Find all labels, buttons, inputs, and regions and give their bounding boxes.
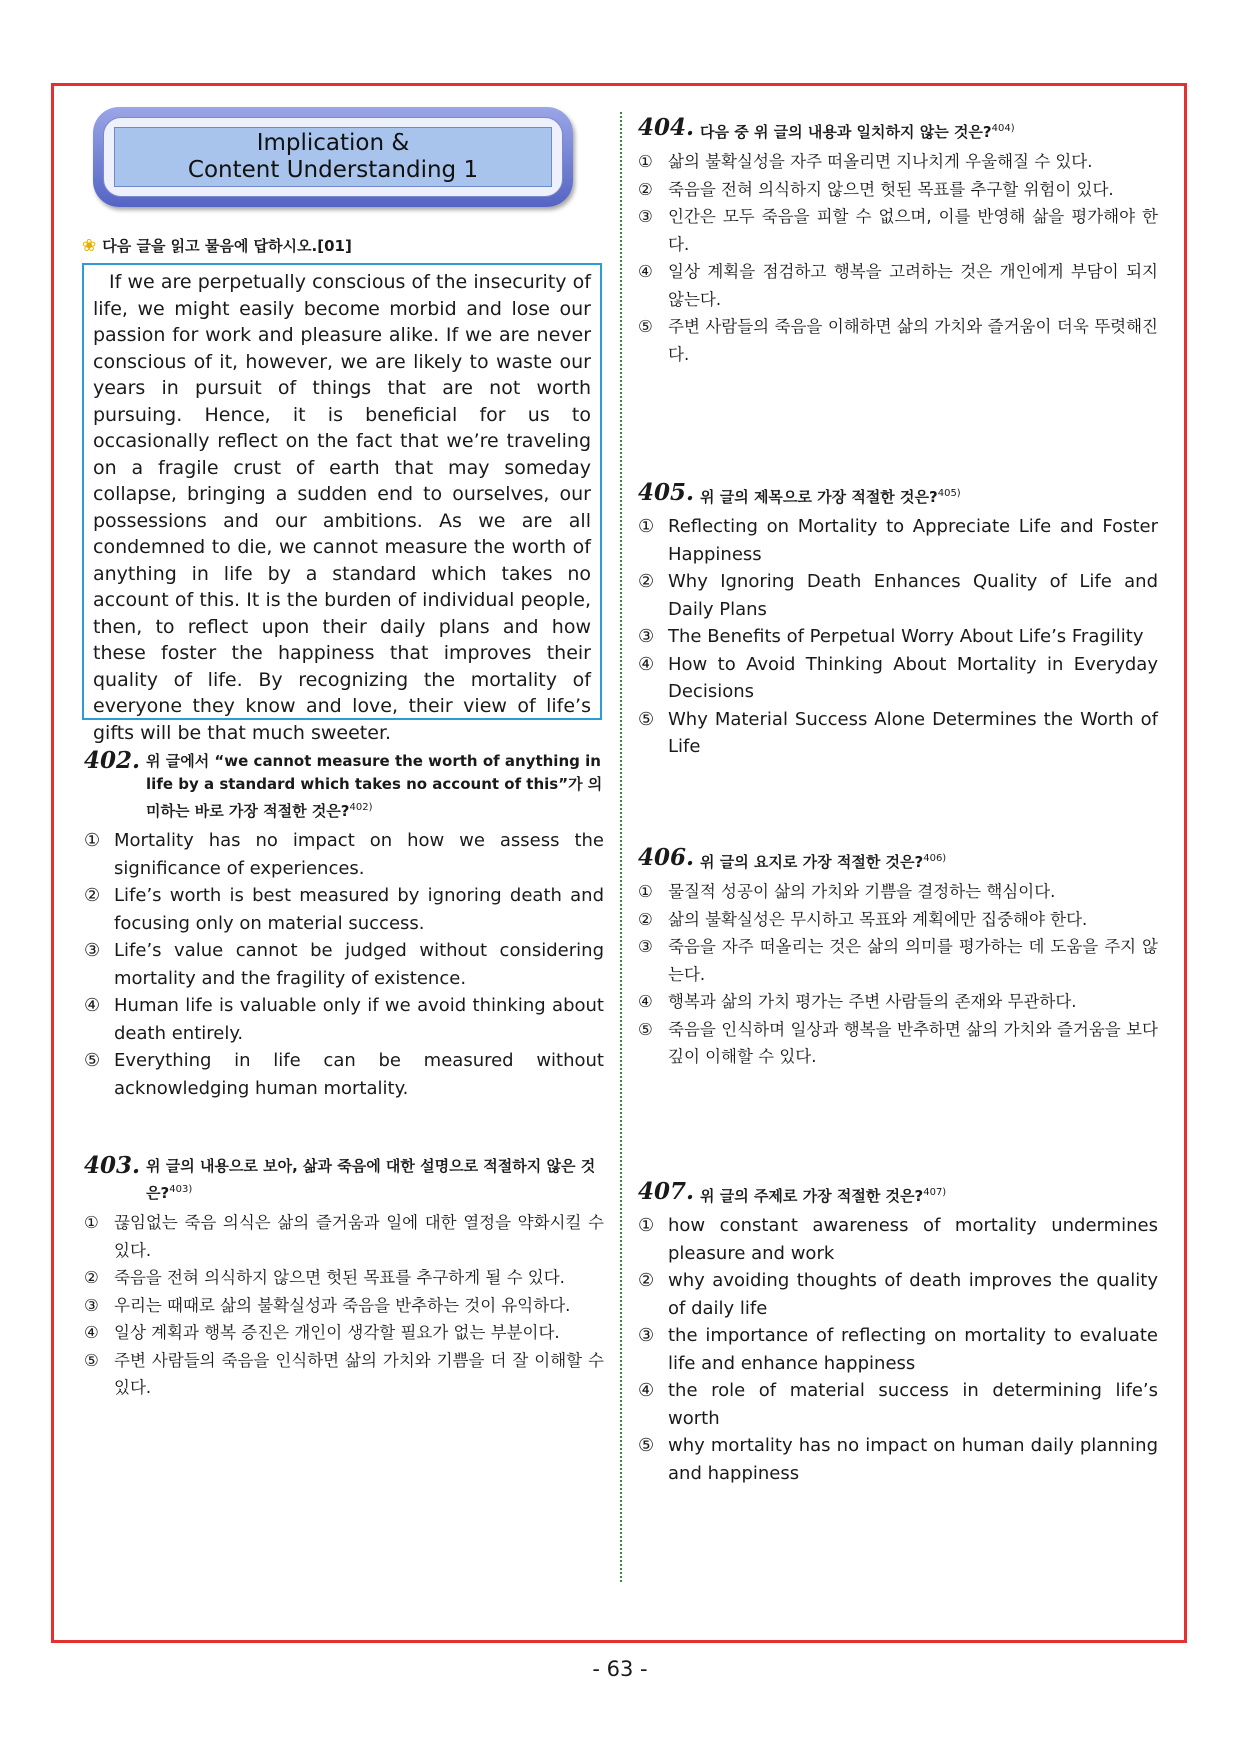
question-text: 위 글의 제목으로 가장 적절한 것은? [700, 488, 938, 506]
option-mark: ② [638, 1270, 655, 1291]
question-header [638, 844, 1158, 874]
option[interactable] [638, 1016, 1158, 1071]
question-ref: 405) [937, 488, 961, 499]
section-title-line2: Content Understanding 1 [187, 157, 479, 183]
section-title [114, 127, 552, 187]
option[interactable] [638, 906, 1158, 934]
option-mark: ① [638, 882, 653, 901]
option-mark: ② [84, 885, 101, 906]
option-text: 행복과 삶의 가치 평가는 주변 사람들의 존재와 무관하다. [668, 992, 1077, 1011]
question-prompt [146, 750, 604, 823]
option-mark: ⑤ [638, 1019, 653, 1039]
column-divider [620, 112, 622, 1582]
section-title-line1: Implication & [256, 130, 410, 156]
option-mark: ③ [638, 937, 653, 956]
question-ref: 407) [923, 1187, 947, 1198]
question-prompt [700, 117, 1015, 144]
option-text: how constant awareness of mortality undermines pleasure and work [668, 1215, 1158, 1264]
option-mark: ③ [638, 207, 653, 226]
option-text: Why Ignoring Death Enhances Quality of Life and Daily Plans [668, 571, 1158, 620]
option[interactable] [638, 1212, 1158, 1267]
option-mark: ③ [84, 940, 101, 961]
option-text: 주변 사람들의 죽음을 인식하면 삶의 가치와 기쁨을 더 잘 이해할 수 있다. [114, 1350, 604, 1397]
section-title-banner [93, 107, 573, 207]
option[interactable] [638, 313, 1158, 368]
option-text: why mortality has no impact on human daily planning and happiness [668, 1435, 1158, 1484]
question-text: 위 글에서 “we cannot measure the worth of anything in life by a standard which takes no account of this”가 의미하는 바로 가장 적절한 것은? [146, 752, 603, 820]
option-mark: ⑤ [84, 1050, 101, 1071]
question-402 [84, 747, 604, 1102]
option-mark: ⑤ [84, 1350, 99, 1370]
options-list [638, 1212, 1158, 1487]
question-number: 405. [638, 479, 695, 506]
option-mark: ② [638, 909, 653, 929]
option-text: How to Avoid Thinking About Mortality in Everyday Decisions [668, 653, 1158, 702]
option-text: Mortality has no impact on how we assess the significance of experiences. [114, 830, 604, 879]
option-mark: ④ [638, 992, 653, 1011]
question-prompt [700, 482, 961, 509]
option[interactable] [638, 148, 1158, 176]
question-header [638, 1178, 1158, 1208]
option-text: why avoiding thoughts of death improves the quality of daily life [668, 1270, 1158, 1319]
option-mark: ① [84, 830, 101, 851]
option-mark: ④ [638, 1380, 655, 1401]
option-mark: ① [638, 516, 655, 537]
option-mark: ① [84, 1213, 99, 1232]
question-ref: 406) [923, 853, 947, 864]
option[interactable] [638, 1432, 1158, 1487]
question-ref: 402) [349, 802, 373, 813]
option[interactable] [84, 1209, 604, 1264]
page-number: - 63 - [592, 1657, 648, 1681]
instruction [82, 235, 352, 256]
option[interactable] [84, 1319, 604, 1347]
option[interactable] [638, 1267, 1158, 1322]
option-mark: ③ [638, 626, 655, 647]
option-text: 끊임없는 죽음 의식은 삶의 즐거움과 일에 대한 열정을 약화시킬 수 있다. [114, 1213, 604, 1260]
option-text: the role of material success in determining life’s worth [668, 1380, 1158, 1429]
flower-icon: ❀ [82, 235, 97, 256]
question-404 [638, 114, 1158, 368]
option[interactable] [638, 933, 1158, 988]
option-mark: ① [638, 1215, 655, 1236]
option-text: Life’s worth is best measured by ignoring death and focusing only on material success. [114, 885, 604, 934]
option-mark: ③ [84, 1295, 99, 1315]
option-text: the importance of reflecting on mortality to evaluate life and enhance happiness [668, 1325, 1158, 1374]
options-list [638, 148, 1158, 368]
question-number: 404. [638, 114, 695, 141]
question-header [84, 747, 604, 823]
question-prompt [700, 847, 946, 874]
option[interactable] [638, 988, 1158, 1016]
section-title-inner [103, 117, 563, 197]
option[interactable] [84, 1347, 604, 1402]
question-text: 위 글의 주제로 가장 적절한 것은? [700, 1187, 924, 1205]
option-text: 우리는 때때로 삶의 불확실성과 죽음을 반추하는 것이 유익하다. [114, 1295, 571, 1315]
option[interactable] [638, 568, 1158, 623]
option[interactable] [638, 623, 1158, 651]
options-list [84, 1209, 604, 1402]
question-403 [84, 1152, 604, 1402]
question-ref: 404) [991, 123, 1015, 134]
question-number: 402. [84, 747, 141, 774]
options-list [638, 513, 1158, 761]
option-mark: ④ [84, 995, 101, 1016]
option[interactable] [638, 176, 1158, 204]
option-mark: ④ [638, 262, 653, 281]
question-header [84, 1152, 604, 1205]
option-text: 인간은 모두 죽음을 피할 수 없으며, 이를 반영해 삶을 평가해야 한다. [668, 207, 1158, 254]
option-text: 삶의 불확실성은 무시하고 목표와 계획에만 집중해야 한다. [668, 909, 1088, 929]
option-text: 물질적 성공이 삶의 가치와 기쁨을 결정하는 핵심이다. [668, 882, 1056, 901]
question-ref: 403) [169, 1184, 193, 1195]
option[interactable] [638, 651, 1158, 706]
option[interactable] [638, 513, 1158, 568]
option-text: Human life is valuable only if we avoid thinking about death entirely. [114, 995, 604, 1044]
option-text: 죽음을 인식하며 일상과 행복을 반추하면 삶의 가치와 즐거움을 보다 깊이 이해할 수 있다. [668, 1019, 1158, 1066]
question-prompt [700, 1181, 946, 1208]
option[interactable] [638, 706, 1158, 761]
question-405 [638, 479, 1158, 761]
option-mark: ① [638, 152, 653, 171]
option[interactable] [84, 1292, 604, 1320]
option-text: 삶의 불확실성을 자주 떠올리면 지나치게 우울해질 수 있다. [668, 152, 1093, 171]
question-prompt [146, 1155, 604, 1205]
option[interactable] [638, 1322, 1158, 1377]
option[interactable] [84, 992, 604, 1047]
instruction-text: 다음 글을 읽고 물음에 답하시오.[01] [102, 237, 352, 255]
question-number: 407. [638, 1178, 695, 1205]
option[interactable] [84, 1264, 604, 1292]
option[interactable] [638, 258, 1158, 313]
option-text: 죽음을 자주 떠올리는 것은 삶의 의미를 평가하는 데 도움을 주지 않는다. [668, 937, 1158, 984]
option-mark: ④ [638, 653, 655, 675]
option-text: 죽음을 전혀 의식하지 않으면 헛된 목표를 추구할 위험이 있다. [668, 179, 1114, 199]
option[interactable] [84, 882, 604, 937]
option[interactable] [84, 1047, 604, 1102]
option-text: 일상 계획을 점검하고 행복을 고려하는 것은 개인에게 부담이 되지 않는다. [668, 262, 1158, 309]
option-mark: ③ [638, 1325, 655, 1346]
option-mark: ④ [84, 1323, 99, 1342]
option-mark: ② [638, 179, 653, 199]
question-header [638, 479, 1158, 509]
option[interactable] [638, 1377, 1158, 1432]
option-text: 주변 사람들의 죽음을 이해하면 삶의 가치와 즐거움이 더욱 뚜렷해진다. [668, 317, 1158, 364]
question-number: 406. [638, 844, 695, 871]
option-text: Life’s value cannot be judged without considering mortality and the fragility of existence. [114, 940, 604, 989]
option-text: The Benefits of Perpetual Worry About Life’s Fragility [668, 626, 1144, 647]
options-list [84, 827, 604, 1102]
option-mark: ⑤ [638, 708, 655, 730]
option-mark: ② [84, 1268, 99, 1287]
option[interactable] [84, 827, 604, 882]
option[interactable] [638, 203, 1158, 258]
option-mark: ⑤ [638, 1435, 655, 1456]
question-407 [638, 1178, 1158, 1487]
option-mark: ⑤ [638, 317, 653, 336]
option[interactable] [638, 878, 1158, 906]
question-text: 다음 중 위 글의 내용과 일치하지 않는 것은? [700, 123, 992, 141]
question-text: 위 글의 내용으로 보아, 삶과 죽음에 대한 설명으로 적절하지 않은 것은? [146, 1157, 596, 1202]
question-number: 403. [84, 1152, 141, 1179]
option-text: Everything in life can be measured without acknowledging human mortality. [114, 1050, 604, 1099]
option[interactable] [84, 937, 604, 992]
option-text: Why Material Success Alone Determines the Worth of Life [668, 708, 1158, 757]
question-406 [638, 844, 1158, 1071]
question-text: 위 글의 요지로 가장 적절한 것은? [700, 853, 924, 871]
option-mark: ② [638, 571, 655, 592]
options-list [638, 878, 1158, 1071]
reading-passage: If we are perpetually conscious of the insecurity of life, we might easily become morbid and lose our passion for work and pleasure alike. If we are never conscious of it, however, we are likely to waste our years in pursuit of things that are not worth pursuing. Hence, it is beneficial for us to occasionally reflect on the fact that we’re traveling on a fragile crust of earth that may someday collapse, bringing a sudden end to ourselves, our possessions and our ambitions. As we are all condemned to die, we cannot measure the worth of anything in life by a standard which takes no account of this. It is the burden of individual people, then, to reflect upon their daily plans and how these foster the happiness that improves their quality of life. By recognizing the mortality of everyone they know and love, their view of life’s gifts will be that much sweeter. [82, 263, 602, 720]
option-text: 죽음을 전혀 의식하지 않으면 헛된 목표를 추구하게 될 수 있다. [114, 1268, 565, 1287]
option-text: Reflecting on Mortality to Appreciate Life and Foster Happiness [668, 516, 1158, 565]
question-header [638, 114, 1158, 144]
option-text: 일상 계획과 행복 증진은 개인이 생각할 필요가 없는 부분이다. [114, 1323, 560, 1342]
